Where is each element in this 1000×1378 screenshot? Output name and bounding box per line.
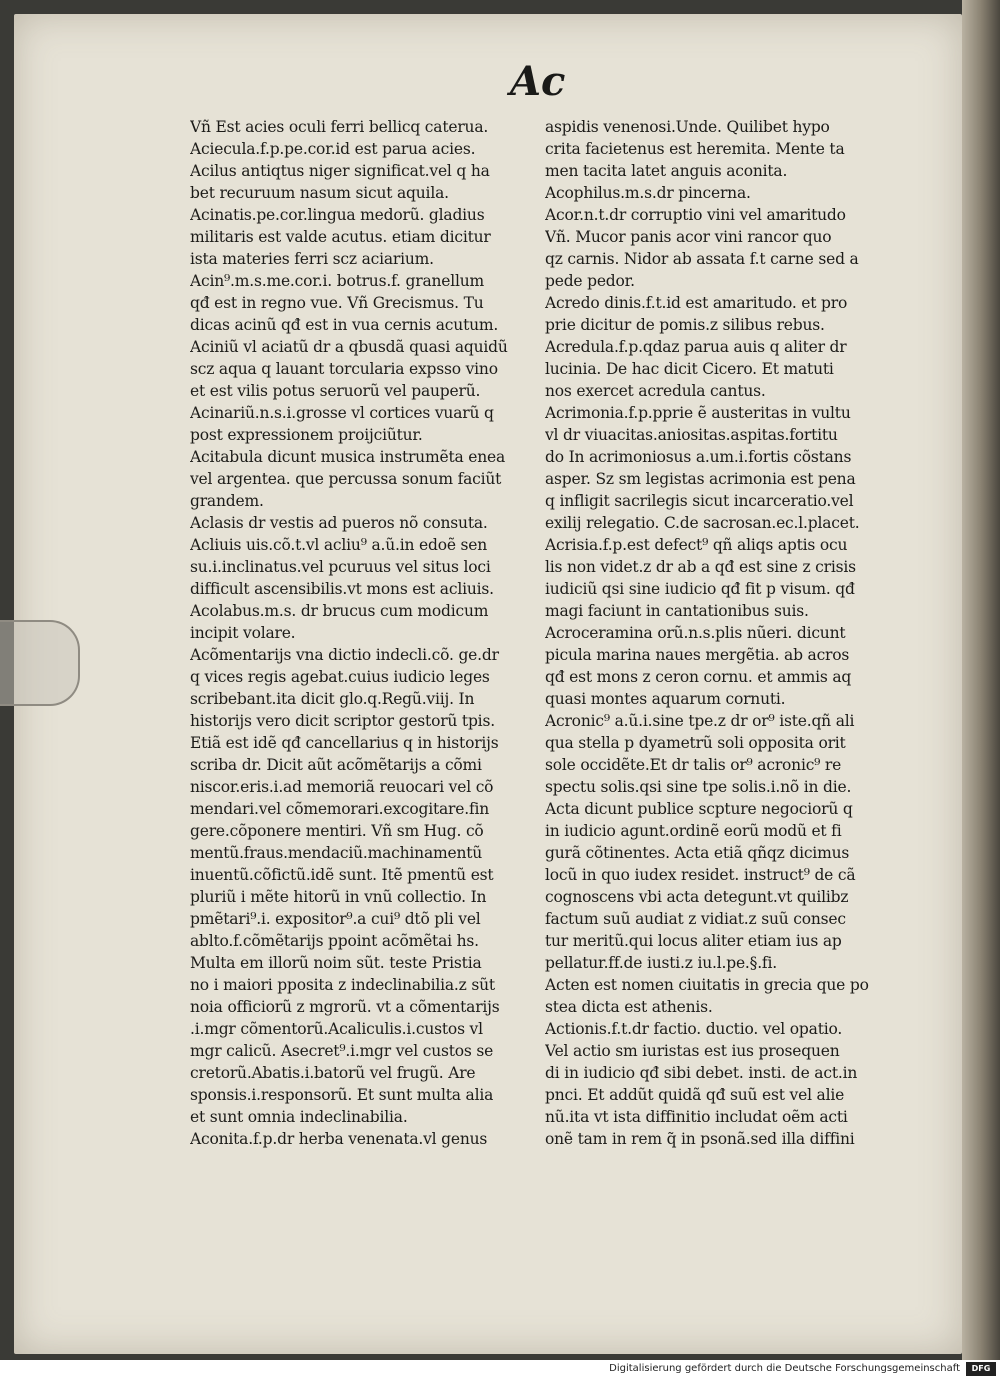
- right-column-line: lis non videt.z dr ab a qđ est sine z crisis: [545, 558, 856, 576]
- right-column-line: Acredula.f.p.qdaz parua auis q aliter dr: [545, 338, 847, 356]
- left-column-line: ista materies ferri scz aciarium.: [190, 250, 434, 268]
- right-column-line: Acroceramina orũ.n.s.plis nũeri. dicunt: [545, 624, 846, 642]
- left-column-line: mendari.vel cõmemorari.excogitare.fin: [190, 800, 490, 818]
- left-column-line: Aclasis dr vestis ad pueros nõ consuta.: [190, 514, 488, 532]
- left-column-line: scz aqua q lauant torcularia expsso vino: [190, 360, 498, 378]
- left-column-line: post expressionem proijciũtur.: [190, 426, 423, 444]
- left-column-line: su.i.inclinatus.vel pcuruus vel situs loci: [190, 558, 491, 576]
- left-column-line: Acinariũ.n.s.i.grosse vl cortices vuarũ q: [190, 404, 494, 422]
- left-column-line: mentũ.fraus.mendaciũ.machinamentũ: [190, 844, 483, 862]
- left-column-line: pluriũ i mẽte hitorũ in vnũ collectio. In: [190, 888, 487, 906]
- right-column-line: in iudicio agunt.ordinẽ eorũ modũ et fi: [545, 822, 842, 840]
- left-column-line: niscor.eris.i.ad memoriã reuocari vel cõ: [190, 778, 494, 796]
- right-column-line: crita facietenus est heremita. Mente ta: [545, 140, 845, 158]
- right-column-line: onẽ tam in rem q̃ in psonã.sed illa diffini: [545, 1130, 855, 1148]
- right-column-line: iudiciũ qsi sine iudicio qđ fit p visum. qđ: [545, 580, 855, 598]
- right-column-line: quasi montes aquarum cornuti.: [545, 690, 786, 708]
- right-column-line: aspidis venenosi.Unde. Quilibet hypo: [545, 118, 830, 136]
- right-column-line: pede pedor.: [545, 272, 635, 290]
- right-column-line: vl dr viuacitas.aniositas.aspitas.fortitu: [545, 426, 838, 444]
- right-column-line: Acten est nomen ciuitatis in grecia que po: [545, 976, 869, 994]
- left-column-line: Acilus antiqtus niger significat.vel q ha: [190, 162, 490, 180]
- left-column-line: Aconita.f.p.dr herba venenata.vl genus: [190, 1130, 488, 1148]
- left-column-line: pmẽtari⁹.i. expositor⁹.a cui⁹ dtõ pli vel: [190, 910, 481, 928]
- right-column-line: Acredo dinis.f.t.id est amaritudo. et pro: [545, 294, 848, 312]
- book-binding-edge: [962, 0, 1000, 1360]
- right-column-line: Actionis.f.t.dr factio. ductio. vel opatio.: [545, 1020, 843, 1038]
- left-column-line: .i.mgr cõmentorũ.Acaliculis.i.custos vl: [190, 1020, 483, 1038]
- right-column-line: pnci. Et addũt quidã qđ suũ est vel alie: [545, 1086, 845, 1104]
- right-column-line: spectu solis.qsi sine tpe solis.i.nõ in die.: [545, 778, 852, 796]
- right-column-line: Acta dicunt publice scpture negociorũ q: [545, 800, 853, 818]
- left-column-line: Vñ Est acies oculi ferri bellicq caterua.: [190, 118, 489, 136]
- left-column-line: sponsis.i.responsorũ. Et sunt multa alia: [190, 1086, 494, 1104]
- right-column-line: pellatur.ff.de iusti.z iu.l.pe.§.fi.: [545, 954, 777, 972]
- right-column-line: qua stella p dyametrũ soli opposita orit: [545, 734, 846, 752]
- left-column-line: Acinatis.pe.cor.lingua medorũ. gladius: [190, 206, 485, 224]
- left-column-line: Acitabula dicunt musica instrumẽta enea: [190, 448, 506, 466]
- left-column-line: scriba dr. Dicit aũt acõmẽtarijs a cõmi: [190, 756, 482, 774]
- page-header: Ac: [510, 58, 566, 105]
- left-column-line: vel argentea. que percussa sonum faciũt: [190, 470, 502, 488]
- right-column-line: magi faciunt in cantationibus suis.: [545, 602, 809, 620]
- left-column-line: dicas acinũ qđ est in vua cernis acutum.: [190, 316, 499, 334]
- right-column-line: sole occidẽte.Et dr talis or⁹ acronic⁹ re: [545, 756, 842, 774]
- right-column-line: prie dicitur de pomis.z silibus rebus.: [545, 316, 825, 334]
- left-column-line: mgr calicũ. Asecret⁹.i.mgr vel custos se: [190, 1042, 494, 1060]
- right-column-line: cognoscens vbi acta detegunt.vt quilibz: [545, 888, 849, 906]
- left-column-line: historijs vero dicit scriptor gestorũ tpis.: [190, 712, 495, 730]
- right-column-line: factum suũ audiat z vidiat.z suũ consec: [545, 910, 846, 928]
- right-column-line: Acor.n.t.dr corruptio vini vel amaritudo: [545, 206, 846, 224]
- left-column-line: et sunt omnia indeclinabilia.: [190, 1108, 408, 1126]
- right-column-line: Vel actio sm iuristas est ius prosequen: [545, 1042, 840, 1060]
- right-column-line: lucinia. De hac dicit Cicero. Et matuti: [545, 360, 834, 378]
- right-column-line: nũ.ita vt ista diffinitio includat oẽm acti: [545, 1108, 848, 1126]
- dfg-logo: DFG: [966, 1362, 996, 1376]
- left-column-line: cretorũ.Abatis.i.batorũ vel frugũ. Are: [190, 1064, 476, 1082]
- right-column-line: Acrimonia.f.p.pprie ẽ austeritas in vultu: [545, 404, 851, 422]
- left-column-line: gere.cõponere mentiri. Vñ sm Hug. cõ: [190, 822, 484, 840]
- left-column-line: Aciniũ vl aciatũ dr a qbusdã quasi aquidũ: [190, 338, 508, 356]
- left-column-line: no i maiori pposita z indeclinabilia.z sũt: [190, 976, 495, 994]
- right-column-line: exilij relegatio. C.de sacrosan.ec.l.placet.: [545, 514, 860, 532]
- right-column-line: asper. Sz sm legistas acrimonia est pena: [545, 470, 856, 488]
- right-column: [545, 116, 890, 1150]
- right-column-line: di in iudicio qđ sibi debet. insti. de act.in: [545, 1064, 858, 1082]
- left-column-line: et est vilis potus seruorũ vel pauperũ.: [190, 382, 481, 400]
- left-column-line: Etiã est idẽ qđ cancellarius q in historijs: [190, 734, 499, 752]
- left-column-line: difficult ascensibilis.vt mons est acliuis.: [190, 580, 494, 598]
- page-clip: [0, 620, 80, 706]
- right-column-line: do In acrimoniosus a.um.i.fortis cõstans: [545, 448, 852, 466]
- left-column-line: Acõmentarijs vna dictio indecli.cõ. ge.dr: [190, 646, 499, 664]
- right-column-line: q infligit sacrilegis sicut incarceratio.vel: [545, 492, 854, 510]
- right-column-line: Acrisia.f.p.est defect⁹ qñ aliqs aptis ocu: [545, 536, 848, 554]
- right-column-line: qđ est mons z ceron cornu. et ammis aq: [545, 668, 852, 686]
- left-column-line: militaris est valde acutus. etiam dicitur: [190, 228, 491, 246]
- left-column-line: qđ est in regno vue. Vñ Grecismus. Tu: [190, 294, 484, 312]
- left-column-line: Acliuis uis.cõ.t.vl acliu⁹ a.ũ.in edoẽ sen: [190, 536, 488, 554]
- right-column-line: nos exercet acredula cantus.: [545, 382, 766, 400]
- right-column-line: tur meritũ.qui locus aliter etiam ius ap: [545, 932, 842, 950]
- right-column-line: gurã cõtinentes. Acta etiã qñqz dicimus: [545, 844, 850, 862]
- right-column-line: Acronic⁹ a.ũ.i.sine tpe.z dr or⁹ iste.qñ ali: [545, 712, 855, 730]
- left-column-line: incipit volare.: [190, 624, 296, 642]
- left-column-line: grandem.: [190, 492, 264, 510]
- footer-bar: [0, 1360, 1000, 1378]
- left-column-line: bet recuruum nasum sicut aquila.: [190, 184, 449, 202]
- right-column-line: qz carnis. Nidor ab assata f.t carne sed a: [545, 250, 859, 268]
- right-column-line: Vñ. Mucor panis acor vini rancor quo: [545, 228, 832, 246]
- left-column-line: Acin⁹.m.s.me.cor.i. botrus.f. granellum: [190, 272, 485, 290]
- left-column-line: q vices regis agebat.cuius iudicio leges: [190, 668, 490, 686]
- right-column-line: stea dicta est athenis.: [545, 998, 713, 1016]
- right-column-line: locũ in quo iudex residet. instruct⁹ de cã: [545, 866, 856, 884]
- right-column-line: picula marina naues mergẽtia. ab acros: [545, 646, 850, 664]
- left-column-line: Aciecula.f.p.pe.cor.id est parua acies.: [190, 140, 476, 158]
- left-column-line: Acolabus.m.s. dr brucus cum modicum: [190, 602, 489, 620]
- funding-note: Digitalisierung gefördert durch die Deutsche Forschungsgemeinschaft: [609, 1363, 960, 1374]
- left-column-line: scribebant.ita dicit glo.q.Regũ.viij. In: [190, 690, 475, 708]
- right-column-line: Acophilus.m.s.dr pincerna.: [545, 184, 751, 202]
- left-column-line: inuentũ.cõfictũ.idẽ sunt. Itẽ pmentũ est: [190, 866, 494, 884]
- left-column: [190, 116, 540, 1150]
- right-column-line: men tacita latet anguis aconita.: [545, 162, 788, 180]
- left-column-line: Multa em illorũ noim sũt. teste Pristia: [190, 954, 482, 972]
- left-column-line: ablto.f.cõmẽtarijs ppoint acõmẽtai hs.: [190, 932, 479, 950]
- left-column-line: noia officiorũ z mgrorũ. vt a cõmentarijs: [190, 998, 500, 1016]
